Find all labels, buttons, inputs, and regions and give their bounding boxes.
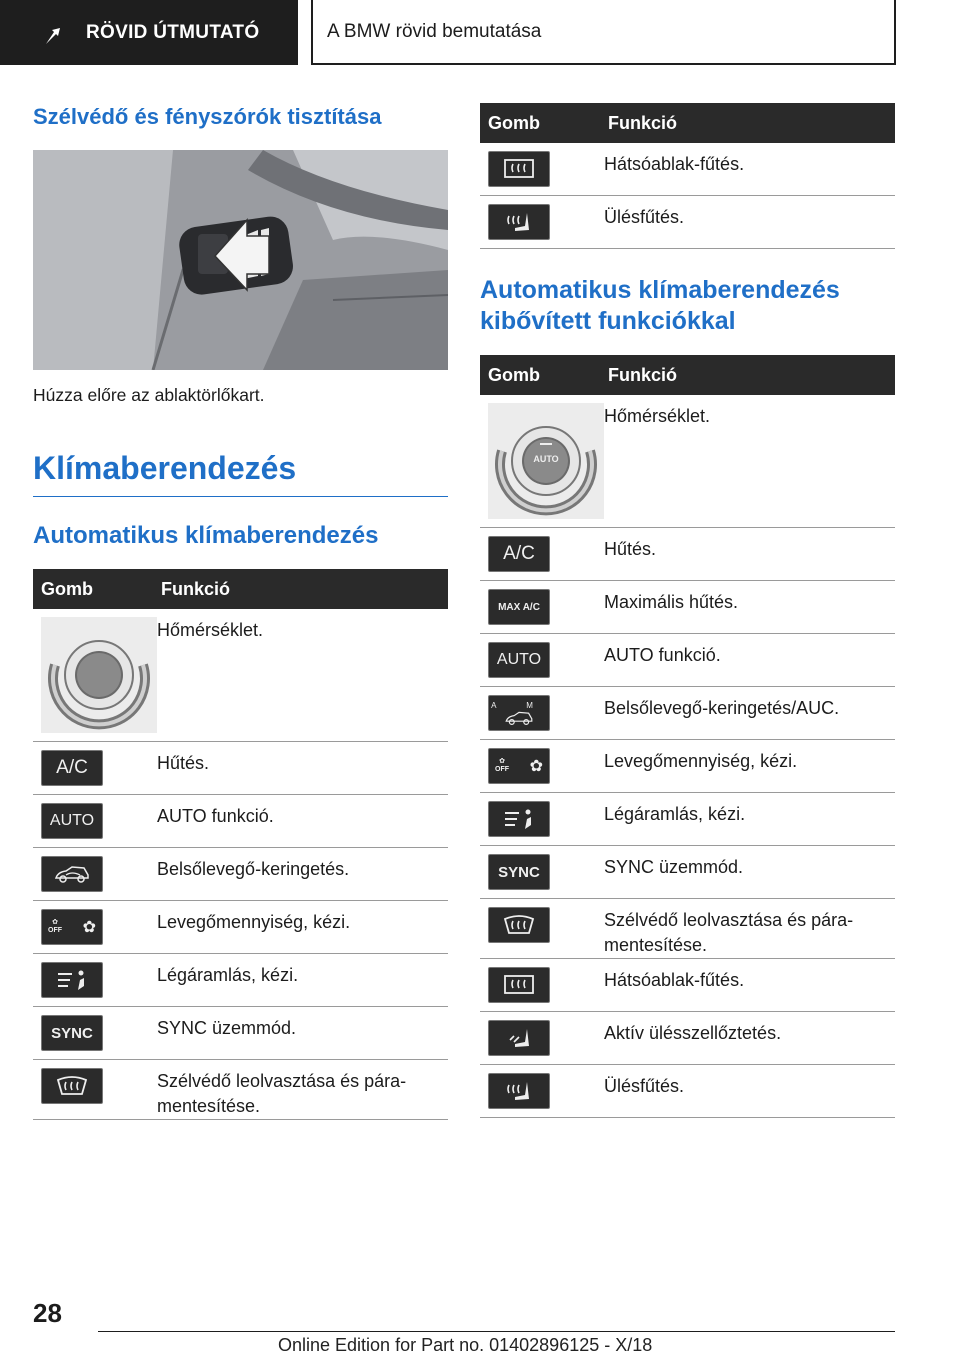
wiper-lever-photo: [33, 150, 448, 370]
quick-guide-icon: [44, 26, 64, 46]
col-button-header: Gomb: [480, 355, 604, 395]
table-row: [33, 901, 448, 954]
fan-off-label: OFF: [495, 766, 509, 773]
page-number: 28: [33, 1298, 62, 1328]
table-row: [480, 846, 895, 899]
extended-climate-heading: Automatikus klímaberendezés kibővített funkciókkal: [480, 276, 840, 335]
function-text: Légáramlás, kézi.: [604, 793, 895, 846]
function-text: Hátsóablak-fűtés.: [604, 959, 895, 1012]
airflow-icon: [41, 962, 103, 998]
seat-ventilation-icon: [488, 1020, 550, 1056]
col-function-header: Funkció: [604, 355, 895, 395]
function-text: Maximális hűtés.: [604, 581, 895, 634]
table-row: [480, 959, 895, 1012]
function-text: Ülésfűtés.: [604, 1065, 895, 1118]
table-row: [33, 1007, 448, 1060]
function-text: Légáramlás, kézi.: [157, 954, 448, 1007]
footer-divider: [98, 1331, 895, 1332]
climate-heading: Klímaberendezés: [33, 450, 297, 486]
auto-climate-table: [33, 569, 448, 1120]
function-text: Hűtés.: [157, 742, 448, 795]
left-column: [33, 100, 448, 1120]
header-tab[interactable]: [0, 0, 298, 65]
seat-heat-icon: [488, 204, 550, 240]
table-row: [480, 1065, 895, 1118]
function-text: Belsőlevegő-keringetés.: [157, 848, 448, 901]
table-row: [480, 634, 895, 687]
function-text: Levegőmennyiség, kézi.: [604, 740, 895, 793]
wiper-caption: Húzza előre az ablaktörlőkart.: [33, 385, 265, 405]
rear-window-heat-icon: [488, 151, 550, 187]
airflow-icon: [488, 801, 550, 837]
fan-icon: ✿ OFF ✿: [488, 748, 550, 784]
windshield-defrost-icon: [41, 1068, 103, 1104]
temperature-knob-icon: [41, 617, 157, 733]
function-text: Aktív ülésszellőztetés.: [604, 1012, 895, 1065]
function-text: Hátsóablak-fűtés.: [604, 143, 895, 196]
col-button-header: Gomb: [33, 569, 157, 609]
table-row: [33, 795, 448, 848]
table-row: [33, 954, 448, 1007]
table-row: [480, 899, 895, 959]
wiper-heading: Szélvédő és fényszórók tisztítása: [33, 104, 382, 129]
function-text: Hűtés.: [604, 528, 895, 581]
table-row: [480, 793, 895, 846]
fan-off-label: OFF: [48, 927, 62, 934]
header-tab-label: RÖVID ÚTMUTATÓ: [86, 21, 260, 43]
table-row: [33, 848, 448, 901]
table-row: [480, 528, 895, 581]
sync-icon: SYNC: [488, 854, 550, 890]
rear-window-heat-icon: [488, 967, 550, 1003]
function-text: AUTO funkció.: [157, 795, 448, 848]
table-row: [480, 740, 895, 793]
windshield-defrost-icon: [488, 907, 550, 943]
fan-icon: ✿ OFF ✿: [41, 909, 103, 945]
auto-climate-heading: Automatikus klímaberendezés: [33, 522, 379, 549]
temperature-knob-auto-icon: [488, 403, 604, 519]
ac-icon: A/C: [488, 536, 550, 572]
function-text: SYNC üzemmód.: [157, 1007, 448, 1060]
auto-icon: AUTO: [488, 642, 550, 678]
function-text: AUTO funkció.: [604, 634, 895, 687]
table-row: [480, 196, 895, 249]
table-row: [33, 742, 448, 795]
table-row: [480, 581, 895, 634]
function-text: Szélvédő leolvasztása és pára-mentesítése.: [157, 1060, 448, 1120]
function-text: Hőmérséklet.: [157, 609, 448, 742]
right-column: [480, 103, 895, 1118]
col-function-header: Funkció: [157, 569, 448, 609]
max-ac-icon: MAX A/C: [488, 589, 550, 625]
heating-table: [480, 103, 895, 249]
auto-icon: AUTO: [41, 803, 103, 839]
table-row: [480, 1012, 895, 1065]
table-row: [480, 143, 895, 196]
function-text: Levegőmennyiség, kézi.: [157, 901, 448, 954]
heading-divider: [33, 496, 448, 497]
auc-mode-label: A M: [491, 700, 547, 710]
function-text: Hőmérséklet.: [604, 395, 895, 528]
table-row: [33, 1060, 448, 1120]
recirculation-auc-icon: [488, 695, 550, 731]
function-text: Ülésfűtés.: [604, 196, 895, 249]
recirculation-icon: [41, 856, 103, 892]
col-function-header: Funkció: [604, 103, 895, 143]
extended-climate-table: [480, 355, 895, 1118]
table-row: [480, 395, 895, 528]
section-title: A BMW rövid bemutatása: [311, 0, 896, 65]
function-text: SYNC üzemmód.: [604, 846, 895, 899]
table-row: [480, 687, 895, 740]
table-row: [33, 609, 448, 742]
ac-icon: A/C: [41, 750, 103, 786]
knob-auto-label: AUTO: [533, 454, 559, 464]
sync-icon: SYNC: [41, 1015, 103, 1051]
seat-heat-icon: [488, 1073, 550, 1109]
function-text: Szélvédő leolvasztása és pára-mentesítése.: [604, 899, 895, 959]
function-text: Belsőlevegő-keringetés/AUC.: [604, 687, 895, 740]
col-button-header: Gomb: [480, 103, 604, 143]
footer-edition: Online Edition for Part no. 01402896125 - X/18: [278, 1335, 653, 1355]
